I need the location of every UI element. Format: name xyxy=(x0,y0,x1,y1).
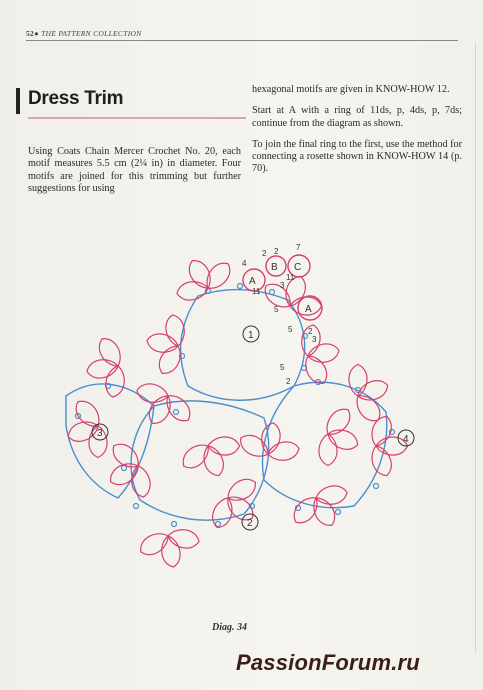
motif-label-4: 4 xyxy=(403,434,409,445)
instruction-p1: hexagonal motifs are given in KNOW-HOW 12. xyxy=(252,84,450,95)
title-bar xyxy=(16,88,20,114)
stitch-count: 5 xyxy=(274,305,279,314)
ring-label-b: B xyxy=(271,262,278,273)
stitch-count: 2 xyxy=(286,377,291,386)
ring-flowers xyxy=(58,244,407,572)
instruction-p3: To join the final ring to the first, use the method for connecting a rosette shown in KNOW-HOW 14 (p. 70). xyxy=(252,138,462,175)
intro-paragraph: Using Coats Chain Mercer Crochet No. 20, each motif measures 5.5 cm (2¼ in) in diameter. Four motifs are joined for this trimming but further suggestions for using xyxy=(28,146,241,194)
ring-label-c: C xyxy=(294,262,302,273)
page-edge-rule xyxy=(475,42,476,652)
picots xyxy=(76,284,395,527)
motif-label-3: 3 xyxy=(97,428,103,439)
page-number: 52 xyxy=(26,29,35,38)
stitch-count: 2 xyxy=(262,249,267,258)
ring-label-a2: A xyxy=(305,304,312,315)
collection-name: THE PATTERN COLLECTION xyxy=(41,29,142,38)
ring-label-a1: A xyxy=(249,276,256,287)
stitch-count: 2 xyxy=(308,327,313,336)
motif-label-2: 2 xyxy=(247,518,253,529)
page-title: Dress Trim xyxy=(28,88,124,109)
tatting-diagram xyxy=(58,236,454,596)
stitch-count: 3 xyxy=(312,335,317,344)
stitch-count: 4 xyxy=(242,259,247,268)
stitch-count: 5 xyxy=(288,325,293,334)
chain-lines xyxy=(66,290,387,521)
header-rule xyxy=(26,40,458,41)
stitch-count: 7 xyxy=(296,243,301,252)
page-header xyxy=(26,29,142,38)
title-underline xyxy=(28,117,246,119)
stitch-count: 3 xyxy=(280,281,285,290)
diagram-caption: Diag. 34 xyxy=(212,622,247,633)
stitch-count: 11 xyxy=(252,287,261,296)
site-watermark: PassionForum.ru xyxy=(236,650,420,675)
left-column xyxy=(28,146,241,204)
stitch-count: 2 xyxy=(274,247,279,256)
header-bullet: ● xyxy=(34,29,39,38)
instruction-p2: Start at A with a ring of 11ds, p, 4ds, p, 7ds; continue from the diagram as shown. xyxy=(252,105,462,129)
right-column xyxy=(252,84,462,185)
motif-label-1: 1 xyxy=(248,330,254,341)
stitch-count: 11 xyxy=(286,273,295,282)
stitch-count: 5 xyxy=(280,363,285,372)
